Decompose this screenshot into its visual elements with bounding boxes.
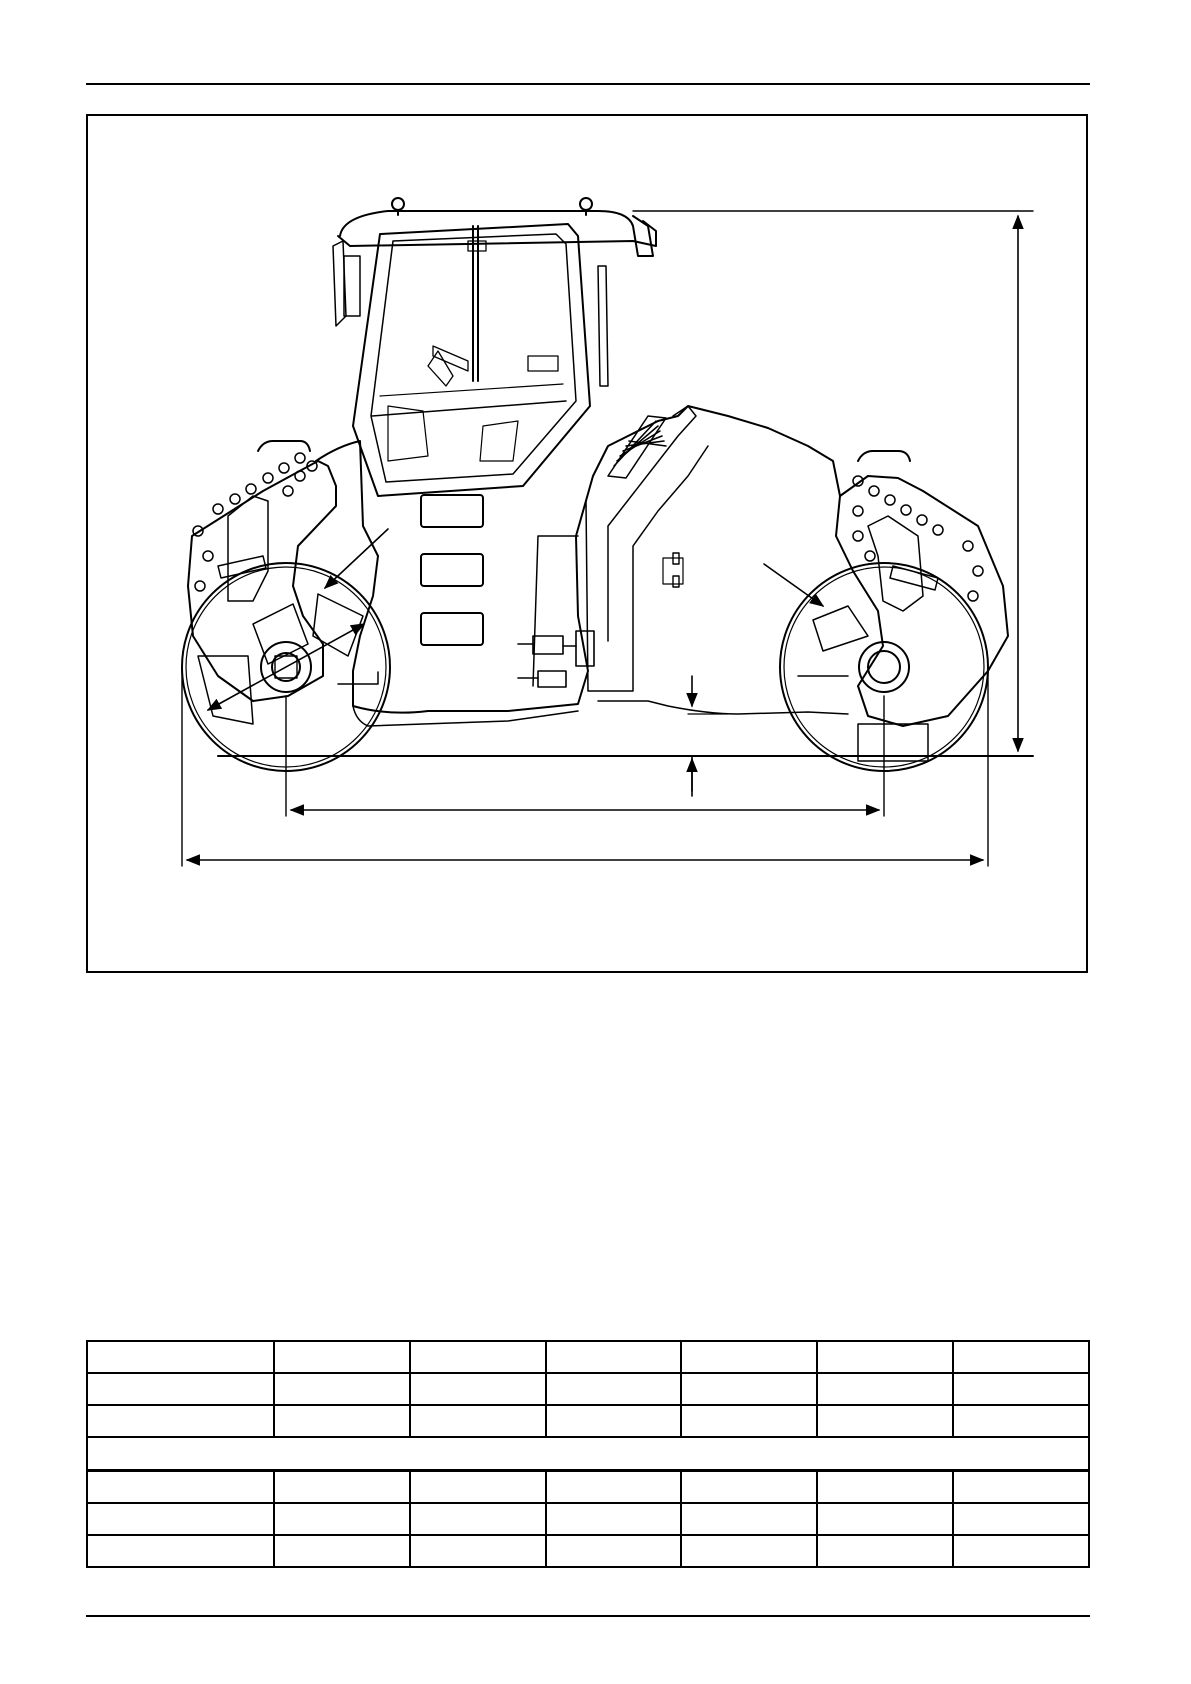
table-cell (410, 1535, 546, 1567)
table-row (87, 1503, 1089, 1535)
table-row (87, 1341, 1089, 1373)
table-cell (681, 1535, 817, 1567)
table-cell (410, 1503, 546, 1535)
table-cell (953, 1503, 1089, 1535)
engine-grille (608, 416, 666, 478)
table-cell (817, 1341, 953, 1373)
table-cell (410, 1471, 546, 1504)
table-row (87, 1405, 1089, 1437)
table-cell (546, 1535, 682, 1567)
table-cell (953, 1471, 1089, 1504)
table-cell (546, 1471, 682, 1504)
table-cell (681, 1471, 817, 1504)
cab-icon (333, 211, 656, 496)
table-cell (274, 1341, 410, 1373)
table-row (87, 1535, 1089, 1567)
table-cell (546, 1341, 682, 1373)
table-cell (410, 1405, 546, 1437)
dimension-length (182, 668, 988, 866)
table-cell (953, 1373, 1089, 1405)
table-cell (274, 1373, 410, 1405)
roller-drawing (88, 116, 1090, 975)
section-heading (87, 1437, 1089, 1471)
machine-dimension-figure (86, 114, 1088, 973)
machine-body (316, 406, 848, 726)
table-row (87, 1373, 1089, 1405)
header-rule (86, 83, 1090, 85)
table-cell (817, 1535, 953, 1567)
table-cell (274, 1471, 410, 1504)
table-section-row (87, 1437, 1089, 1471)
table-cell (953, 1341, 1089, 1373)
row-label (87, 1503, 274, 1535)
dimension-height (633, 211, 1033, 751)
table-cell (817, 1405, 953, 1437)
dimension-pointers (325, 529, 823, 606)
table-cell (410, 1373, 546, 1405)
lifting-eye-icon (392, 198, 592, 215)
table-cell (817, 1471, 953, 1504)
table-cell (546, 1373, 682, 1405)
table-cell (274, 1503, 410, 1535)
table-cell (546, 1405, 682, 1437)
row-label (87, 1535, 274, 1567)
table-cell (817, 1373, 953, 1405)
table-cell (953, 1405, 1089, 1437)
table-cell (274, 1535, 410, 1567)
dimension-clearance (688, 676, 728, 796)
table-cell (274, 1405, 410, 1437)
row-label (87, 1405, 274, 1437)
row-label (87, 1341, 274, 1373)
row-label (87, 1471, 274, 1504)
table-cell (410, 1341, 546, 1373)
row-label (87, 1373, 274, 1405)
table-cell (681, 1503, 817, 1535)
table-cell (817, 1503, 953, 1535)
table-cell (681, 1373, 817, 1405)
table-row (87, 1471, 1089, 1504)
table-cell (546, 1503, 682, 1535)
table-cell (681, 1341, 817, 1373)
plate-holes (193, 453, 983, 601)
footer-rule (86, 1615, 1090, 1617)
table-cell (953, 1535, 1089, 1567)
table-cell (681, 1405, 817, 1437)
spec-table (86, 1340, 1090, 1568)
